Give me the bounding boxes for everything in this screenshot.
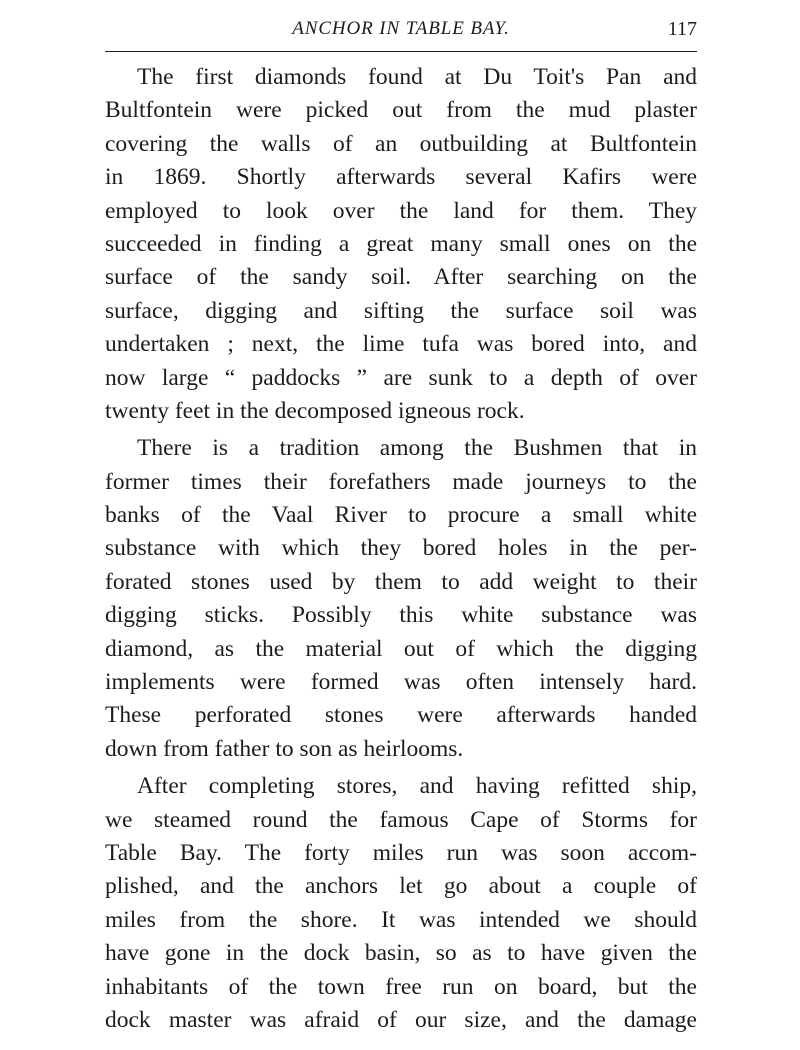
text-line: surface, digging and sifting the surface soil was	[105, 297, 697, 324]
paragraph-2	[105, 432, 697, 766]
text-line: twenty feet in the decomposed igneous rock.	[105, 397, 525, 424]
text-line: succeeded in finding a great many small ones on the	[105, 230, 697, 257]
text-line: former times their forefathers made journeys to the	[105, 468, 697, 495]
text-line: The first diamonds found at Du Toit's Pan and	[137, 64, 697, 90]
text-line: Bultfontein were picked out from the mud plaster	[105, 97, 697, 124]
running-header	[105, 14, 697, 44]
text-line: banks of the Vaal River to procure a small white	[105, 502, 697, 529]
text-line: substance with which they bored holes in the per-	[105, 535, 697, 562]
paragraph-1	[105, 61, 697, 428]
text-line: surface of the sandy soil. After searching on the	[105, 264, 697, 291]
text-line: covering the walls of an outbuilding at Bultfontein	[105, 130, 697, 157]
text-line: now large “ paddocks ” are sunk to a depth of over	[105, 364, 697, 391]
running-title: ANCHOR IN TABLE BAY.	[292, 18, 510, 39]
text-line: employed to look over the land for them. They	[105, 197, 697, 224]
text-line: implements were formed was often intensely hard.	[105, 669, 697, 696]
text-line: inhabitants of the town free run on board, but the	[105, 973, 697, 1000]
header-rule	[105, 51, 697, 52]
text-line: in 1869. Shortly afterwards several Kafirs were	[105, 164, 697, 191]
text-line: plished, and the anchors let go about a couple of	[105, 873, 697, 900]
text-line: undertaken ; next, the lime tufa was bored into, and	[105, 331, 697, 358]
text-line: Table Bay. The forty miles run was soon accom-	[105, 839, 697, 866]
text-line: digging sticks. Possibly this white substance was	[105, 602, 697, 629]
text-line: There is a tradition among the Bushmen that in	[137, 435, 697, 462]
text-line: miles from the shore. It was intended we should	[105, 906, 697, 933]
body-text	[105, 61, 697, 1041]
text-line: After completing stores, and having refitted ship,	[137, 773, 697, 800]
text-line: we steamed round the famous Cape of Storms for	[105, 806, 697, 833]
paragraph-3	[105, 770, 697, 1037]
text-line: have gone in the dock basin, so as to have given the	[105, 940, 697, 967]
text-line: down from father to son as heirlooms.	[105, 735, 464, 762]
text-line: forated stones used by them to add weight to their	[105, 568, 697, 595]
text-line: These perforated stones were afterwards handed	[105, 702, 697, 729]
page-number: 117	[667, 18, 697, 40]
text-line: dock master was afraid of our size, and the damage	[105, 1006, 697, 1033]
text-line: diamond, as the material out of which the digging	[105, 635, 697, 662]
